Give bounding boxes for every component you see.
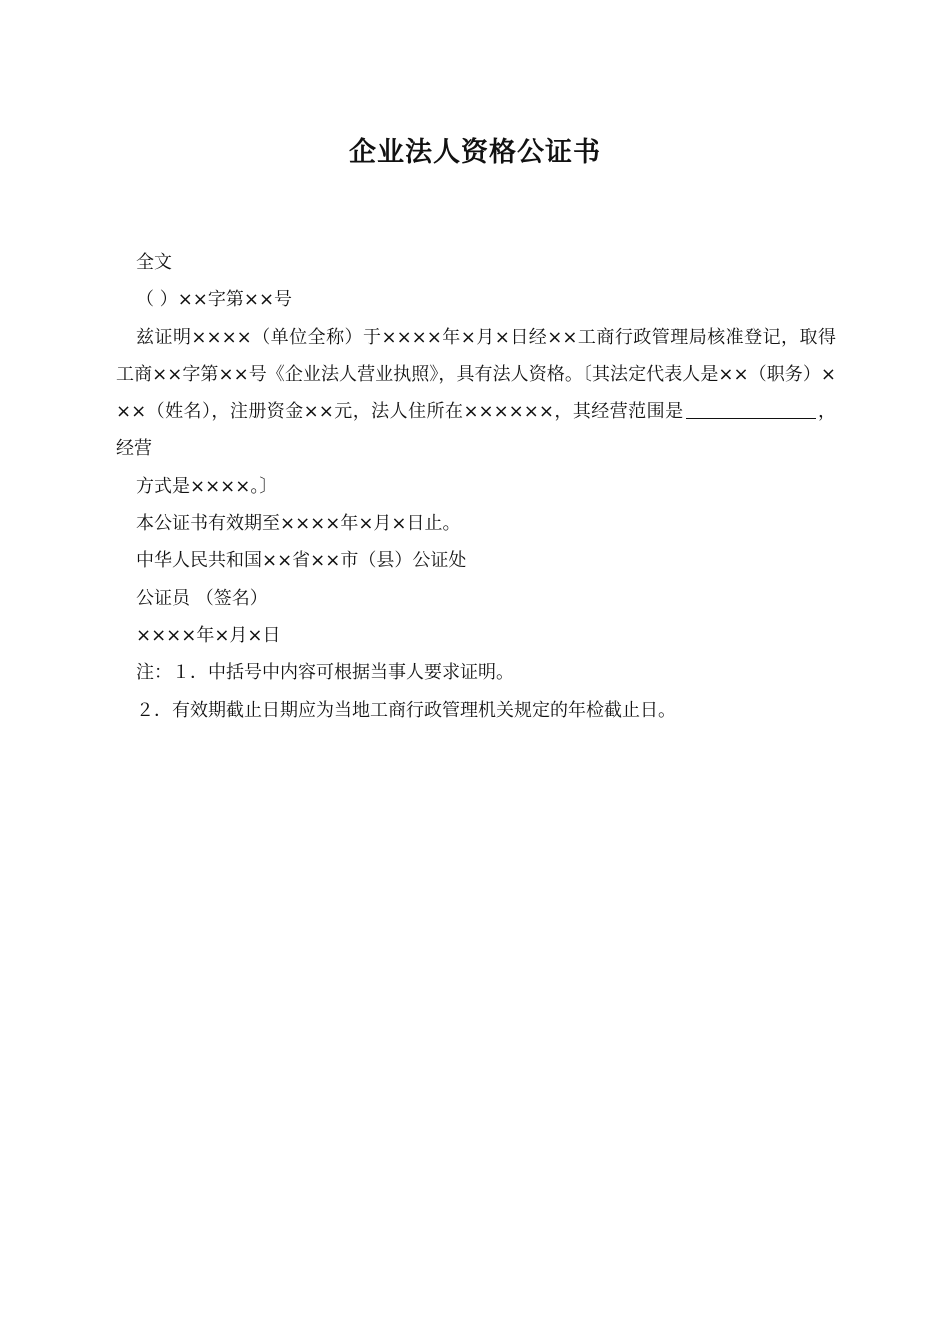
business-scope-blank bbox=[686, 400, 816, 419]
document-title: 企业法人资格公证书 bbox=[349, 137, 601, 168]
note-1: 注：１．中括号中内容可根据当事人要求证明。 bbox=[136, 662, 514, 684]
notary-office-line: 中华人民共和国××省××市（县）公证处 bbox=[136, 550, 467, 572]
document-body bbox=[116, 244, 836, 729]
business-method-line: 方式是××××。〕 bbox=[136, 475, 278, 497]
certification-paragraph bbox=[116, 319, 836, 468]
validity-line: 本公证书有效期至××××年×月×日止。 bbox=[136, 513, 461, 535]
notary-signature-line: 公证员 （签名） bbox=[136, 587, 268, 609]
note-2: ２．有效期截止日期应为当地工商行政管理机关规定的年检截止日。 bbox=[136, 699, 676, 721]
date-line: ××××年×月×日 bbox=[136, 624, 281, 646]
heading-line: 全文 bbox=[136, 252, 172, 273]
paragraph-text-part2: ，经营 bbox=[116, 401, 836, 460]
document-number: （ ）××字第××号 bbox=[136, 289, 293, 311]
paragraph-text-part1: 兹证明××××（单位全称）于××××年×月×日经××工商行政管理局核准登记，取得工商××字第××号《企业法人营业执照》，具有法人资格。〔其法定代表人是××（职务）×××（姓名），注册资金××元，法人住所在××××××，其经营范围是 bbox=[116, 326, 836, 423]
